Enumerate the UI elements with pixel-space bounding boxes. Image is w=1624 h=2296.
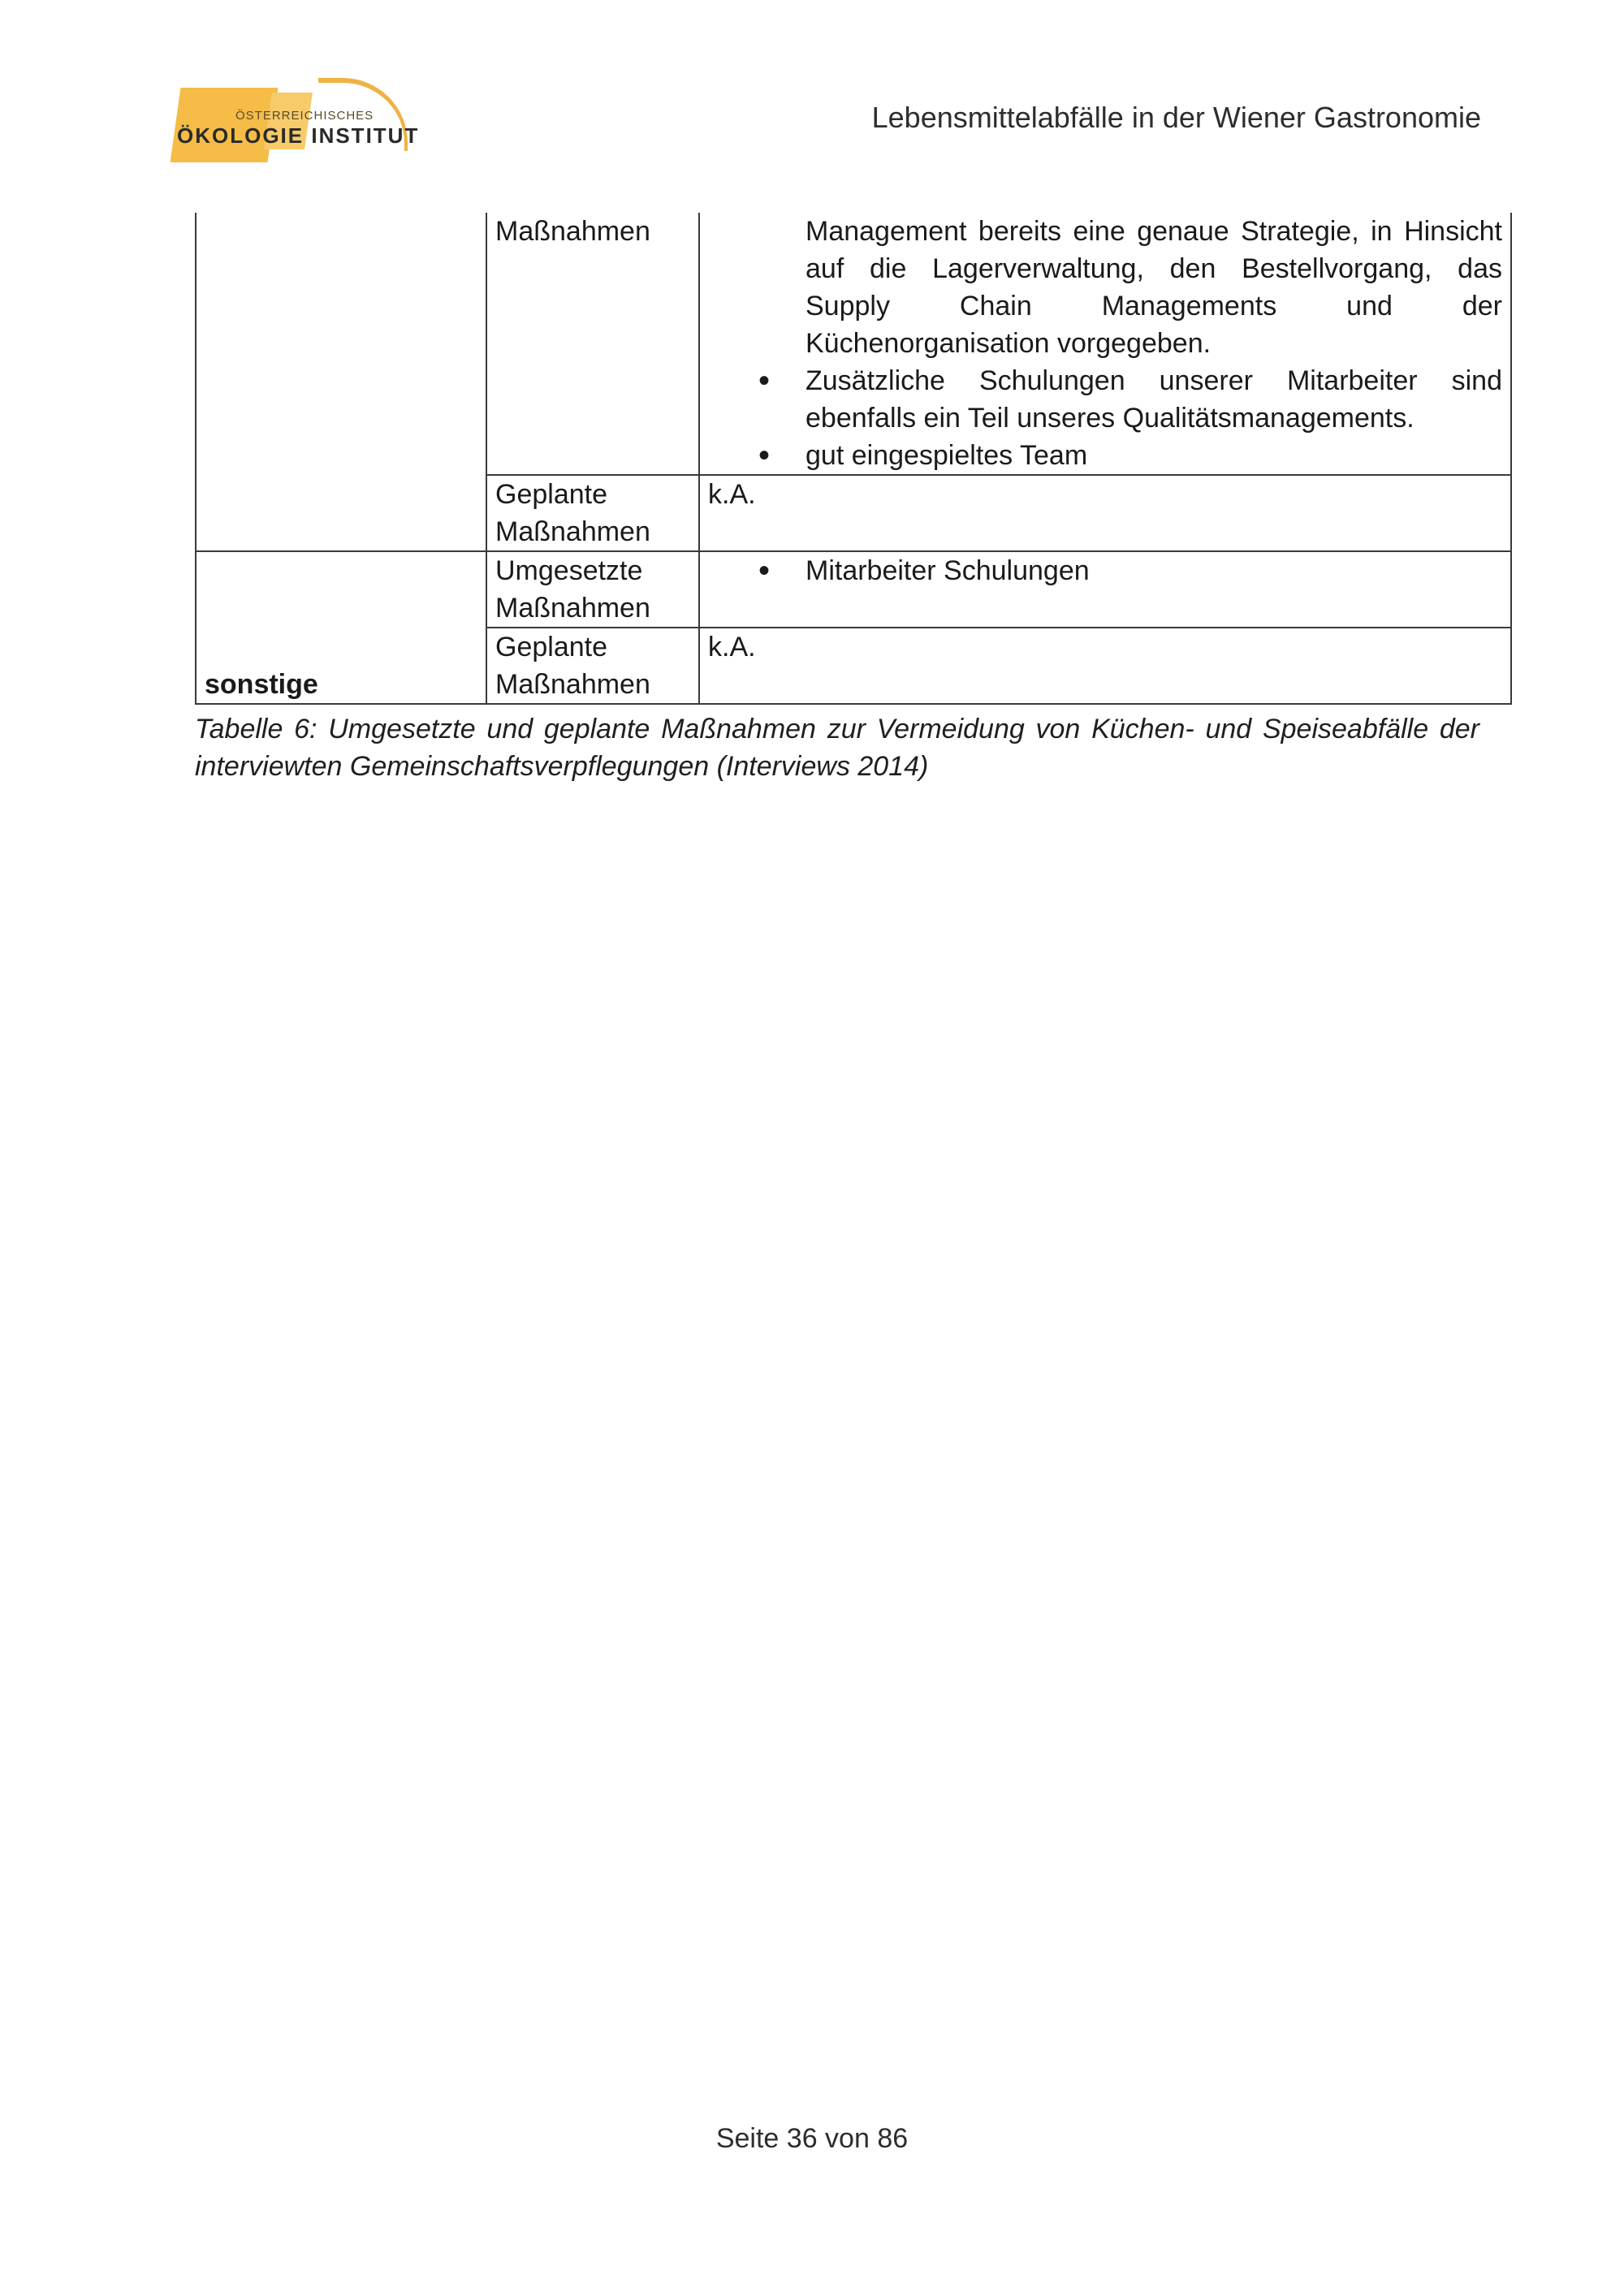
table-row xyxy=(196,213,1511,475)
oekologie-institut-logo xyxy=(162,75,420,170)
table-row xyxy=(196,551,1511,628)
measure-type-cell: Maßnahmen xyxy=(486,213,699,475)
list-item: • Mitarbeiter Schulungen xyxy=(757,552,1502,589)
list-item: • gut eingespieltes Team xyxy=(757,437,1502,474)
measure-content-cell: k.A. xyxy=(699,475,1511,551)
list-item: • Zusätzliche Schulungen unserer Mitarbeiter sind ebenfalls ein Teil unseres Qualitätsmanagements. xyxy=(757,362,1502,437)
measure-content-cell xyxy=(699,213,1511,475)
category-cell: sonstige xyxy=(196,551,486,704)
caption-line: interviewten Gemeinschaftsverpflegungen (Interviews 2014) xyxy=(195,751,929,782)
measure-type-cell: Umgesetzte Maßnahmen xyxy=(486,551,699,628)
caption-line: Tabelle 6: Umgesetzte und geplante Maßnahmen zur Vermeidung von Küchen- und Speiseabfälle der xyxy=(195,714,1479,744)
measures-list xyxy=(708,552,1502,589)
measures-list xyxy=(708,213,1502,474)
list-item: Management bereits eine genaue Strategie, in Hinsicht auf die Lagerverwaltung, den Bestellvorgang, das Supply Chain Managements und der Küchenorganisation vorgegeben. xyxy=(806,216,1502,359)
table-caption xyxy=(195,710,1479,785)
category-cell xyxy=(196,213,486,551)
measure-content-cell: k.A. xyxy=(699,628,1511,704)
measure-type-cell: Geplante Maßnahmen xyxy=(486,475,699,551)
document-title: Lebensmittelabfälle in der Wiener Gastronomie xyxy=(871,101,1481,134)
page-number: Seite 36 von 86 xyxy=(715,2123,909,2154)
measure-content-cell xyxy=(699,551,1511,628)
logo-name: ÖKOLOGIE INSTITUT xyxy=(177,123,420,148)
measure-type-cell: Geplante Maßnahmen xyxy=(486,628,699,704)
logo-subtitle: ÖSTERREICHISCHES xyxy=(235,109,374,123)
measures-table xyxy=(195,213,1512,705)
